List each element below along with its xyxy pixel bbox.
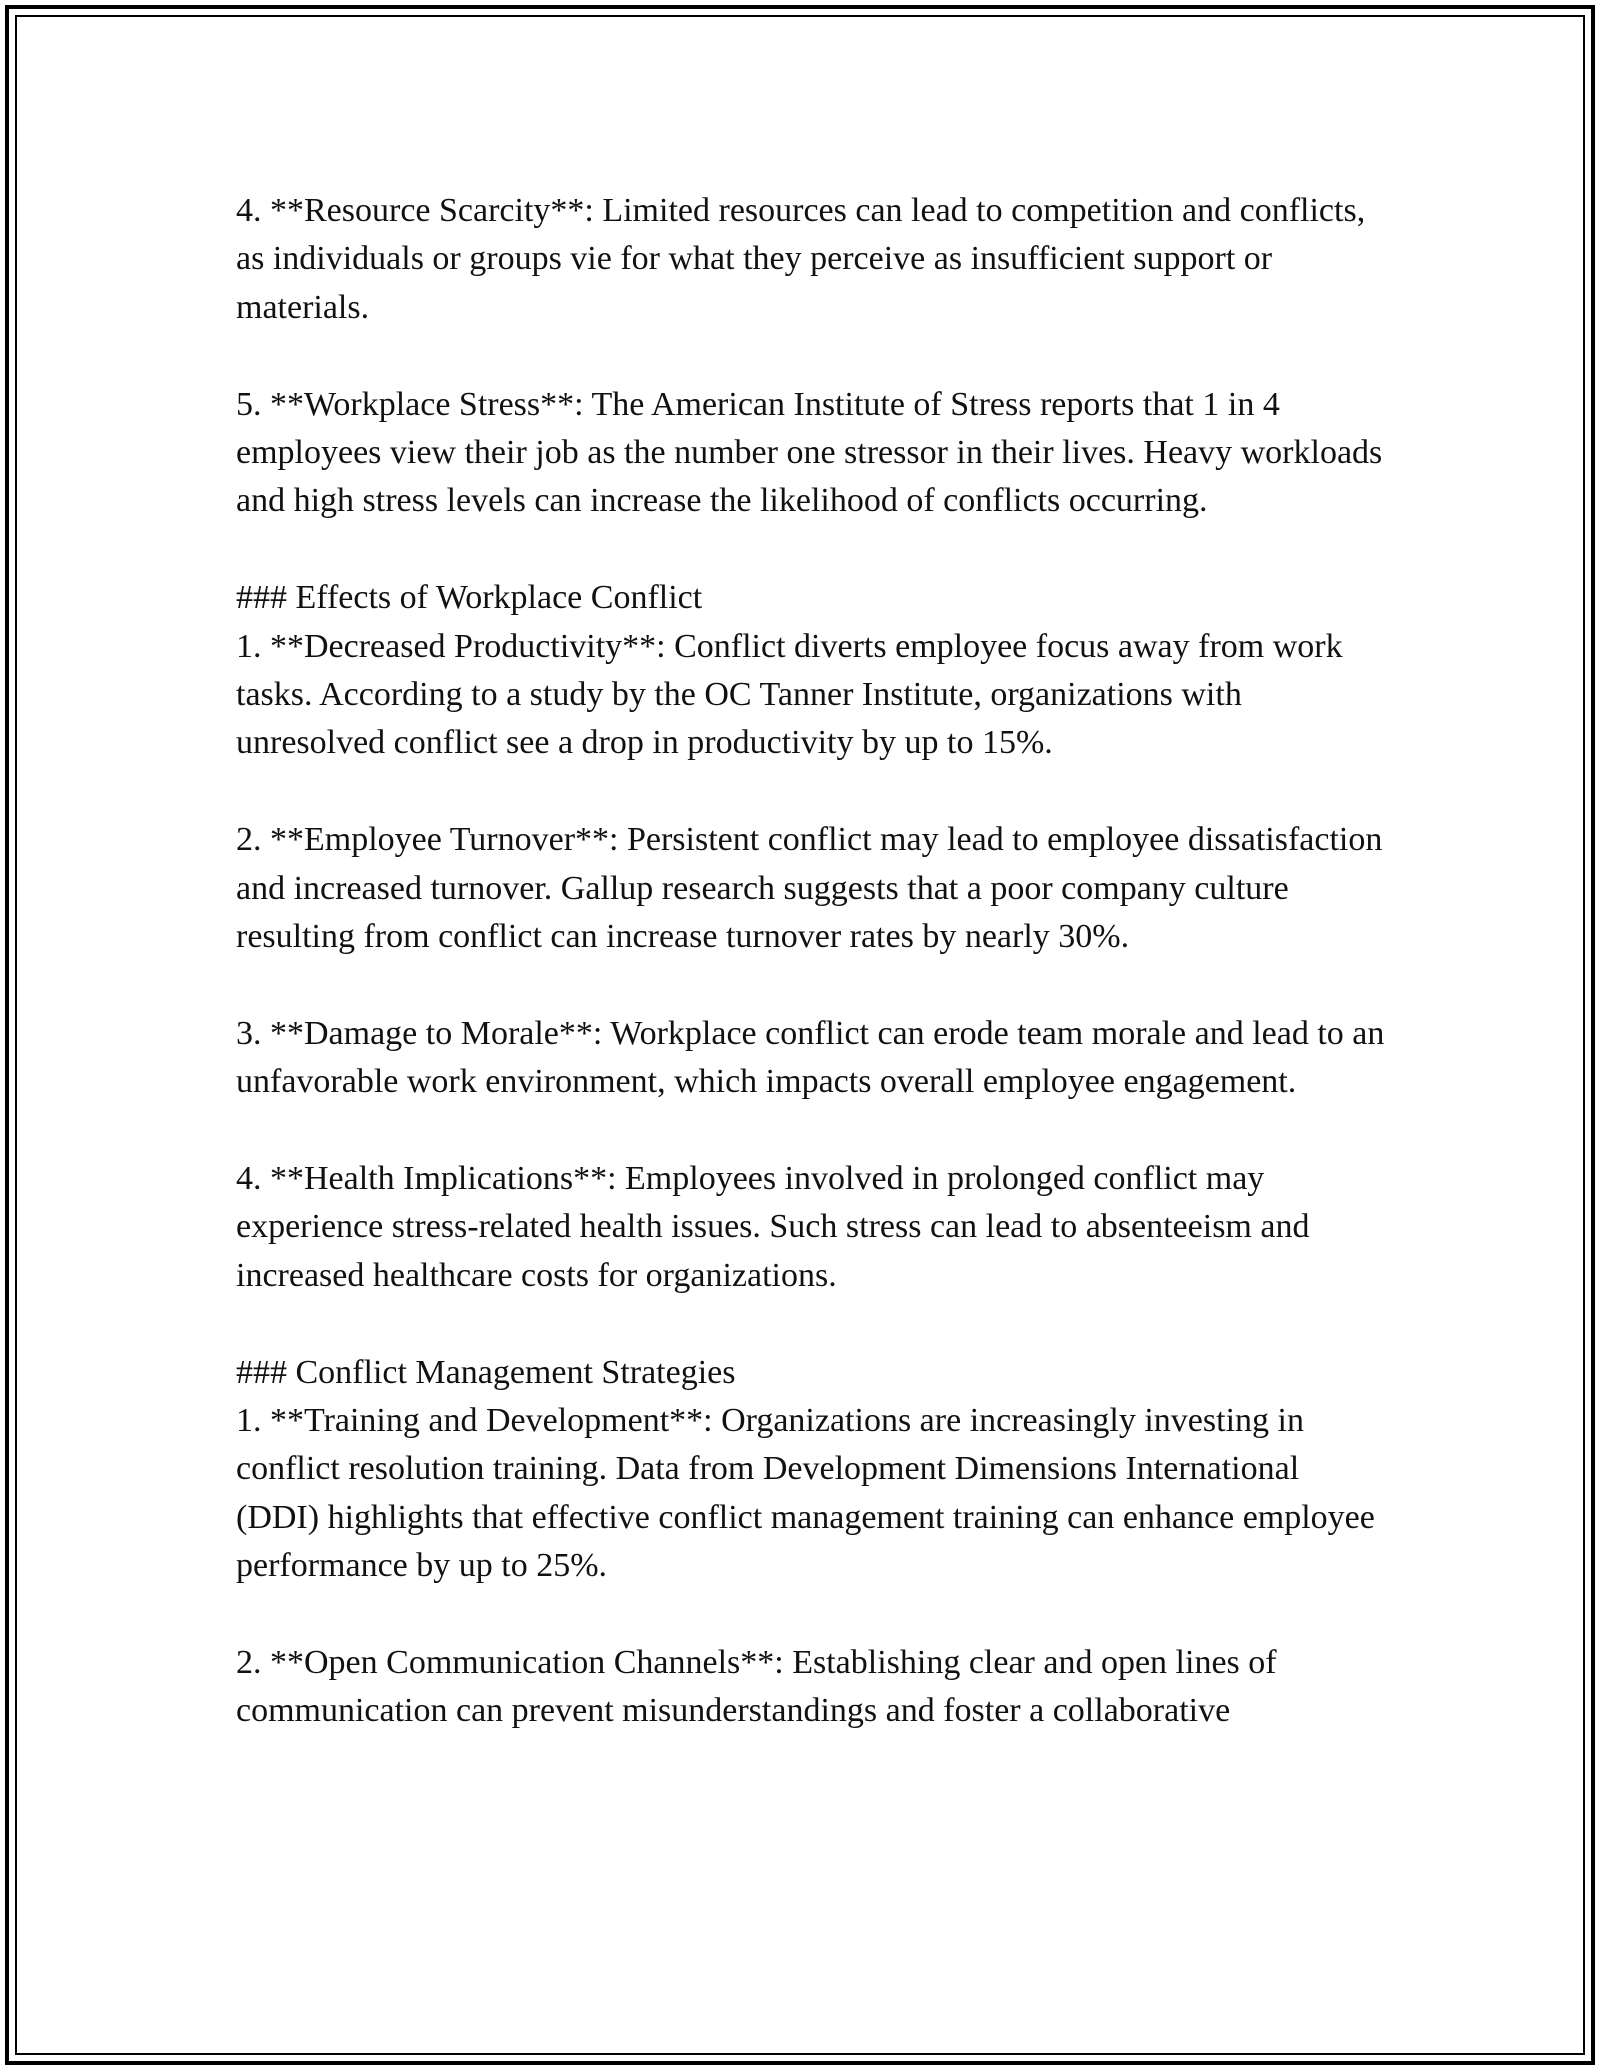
- paragraph-employee-turnover: 2. **Employee Turnover**: Persistent conflict may lead to employee dissatisfaction and increased turnover. Gallup research suggests that a poor company culture resulting from conflict can increase turnover rates by nearly 30%.: [236, 821, 1391, 956]
- paragraph-gap: [236, 1300, 1386, 1348]
- paragraph-open-communication: 2. **Open Communication Channels**: Establishing clear and open lines of communication can prevent misunderstandings and foster a collaborative: [236, 1644, 1286, 1730]
- paragraph-gap: [236, 332, 1386, 380]
- paragraph-gap: [236, 1591, 1386, 1639]
- paragraph-gap: [236, 768, 1386, 816]
- paragraph-health-implications: 4. **Health Implications**: Employees involved in prolonged conflict may experience stress-related health issues. Such stress can lead to absenteeism and increased healthcare costs for organizations.: [236, 1160, 1318, 1294]
- paragraph-decreased-productivity: 1. **Decreased Productivity**: Conflict diverts employee focus away from work tasks. According to a study by the OC Tanner Institute, organizations with unresolved conflict see a drop in productivity by up to 15%.: [236, 627, 1352, 762]
- heading-effects: ### Effects of Workplace Conflict: [236, 579, 703, 617]
- heading-strategies: ### Conflict Management Strategies: [236, 1353, 736, 1391]
- paragraph-gap: [236, 1107, 1386, 1155]
- paragraph-damage-to-morale: 3. **Damage to Morale**: Workplace conflict can erode team morale and lead to an unfavorable work environment, which impacts overall employee engagement.: [236, 1014, 1393, 1101]
- paragraph-resource-scarcity: 4. **Resource Scarcity**: Limited resources can lead to competition and conflicts, as individuals or groups vie for what they perceive as insufficient support or materials.: [236, 192, 1374, 326]
- paragraph-workplace-stress: 5. **Workplace Stress**: The American Institute of Stress reports that 1 in 4 employees view their job as the number one stressor in their lives. Heavy workloads and high stress levels can increase the likelihood of conflicts occurring.: [236, 385, 1391, 520]
- document-body: [236, 187, 1393, 1736]
- paragraph-gap: [236, 526, 1386, 574]
- paragraph-training-development: 1. **Training and Development**: Organizations are increasingly investing in conflict resolution training. Data from Development Dimensions International (DDI) highlights that effective conflict management training can enhance employee performance by up to 25%.: [236, 1402, 1384, 1585]
- paragraph-gap: [236, 961, 1386, 1009]
